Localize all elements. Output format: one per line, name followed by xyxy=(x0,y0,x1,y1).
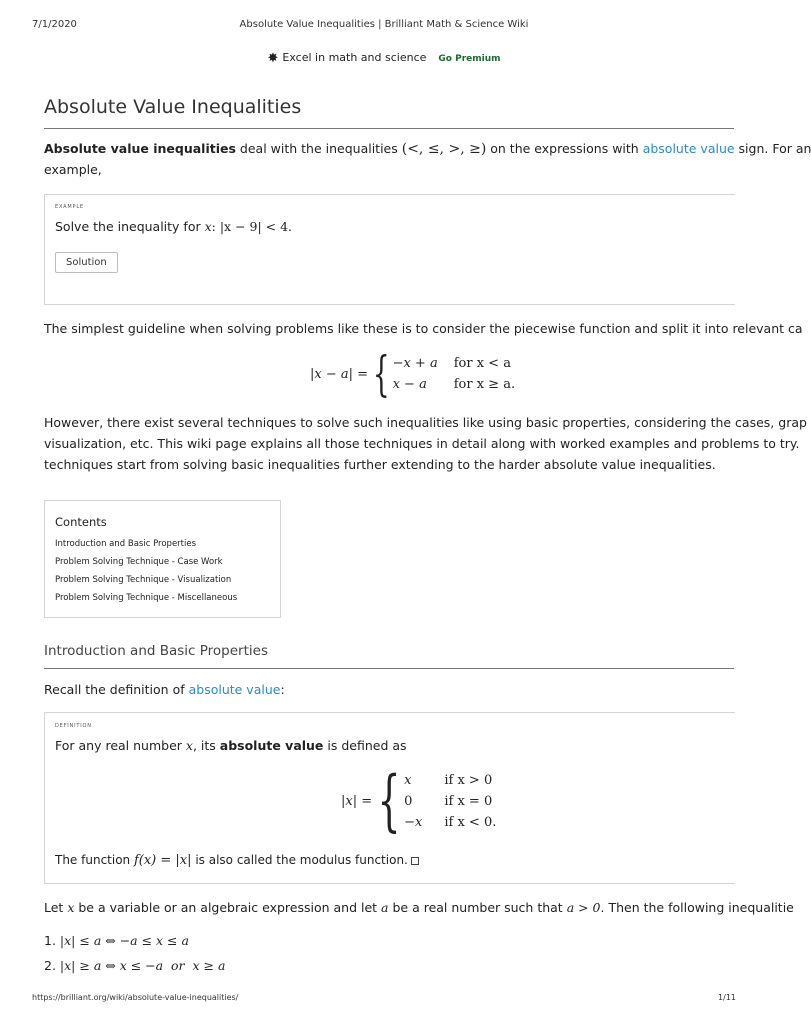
recall-suffix: : xyxy=(280,682,285,697)
absolute-value-link[interactable]: absolute value xyxy=(642,141,735,156)
banner-text: Excel in math and science xyxy=(282,51,427,64)
case-expr: −x + a xyxy=(392,356,438,371)
let-a: a xyxy=(381,900,389,915)
contents-box xyxy=(44,500,281,618)
let-p3: be a real number such that xyxy=(388,900,567,915)
case-cond: if x < 0. xyxy=(444,814,497,830)
property-expr: |x| ≥ a ⇔ x ≤ −a or x ≥ a xyxy=(59,958,226,973)
piecewise-2-case xyxy=(404,812,504,833)
modulus-expr: f(x) = |x| xyxy=(133,853,192,868)
let-p2: be a variable or an algebraic expression and let xyxy=(74,900,382,915)
intro-line-1 xyxy=(44,138,811,160)
property-item-2 xyxy=(44,955,734,976)
example-expr: : |x − 9| < 4. xyxy=(211,219,293,234)
however-line-1: However, there exist several techniques to solve such inequalities like using basic properties, considering the cases, grap xyxy=(44,415,807,430)
intro-bold: Absolute value inequalities xyxy=(44,141,236,156)
definition-bold: absolute value xyxy=(219,738,324,753)
page-title: Absolute Value Inequalities xyxy=(44,96,302,118)
case-expr: x xyxy=(404,772,412,788)
intro-symbols: (<, ≤, >, ≥) xyxy=(401,141,487,157)
piecewise-2-case xyxy=(404,791,504,812)
print-title: Absolute Value Inequalities | Brilliant Math & Science Wiki xyxy=(239,19,529,30)
section-title-introduction: Introduction and Basic Properties xyxy=(44,643,268,659)
modulus-prefix: The function xyxy=(55,853,134,867)
toc-item-visualization[interactable]: Problem Solving Technique - Visualization xyxy=(55,575,232,585)
property-item-1 xyxy=(44,930,734,951)
definition-mid: , its xyxy=(192,738,220,753)
definition-prefix: For any real number xyxy=(55,738,186,753)
definition-var: x xyxy=(185,738,193,753)
intro-text-3: sign. For an xyxy=(734,141,811,156)
print-footer-page: 1/11 xyxy=(718,993,736,1002)
property-number: 1. xyxy=(44,933,56,948)
piecewise-1-cases xyxy=(393,353,524,395)
case-cond: for x < a xyxy=(453,356,511,371)
property-expr: |x| ≤ a ⇔ −a ≤ x ≤ a xyxy=(59,933,189,948)
intro-line-2: example, xyxy=(44,162,102,177)
let-x: x xyxy=(67,900,75,915)
let-p4: . Then the following inequalitie xyxy=(600,900,794,915)
print-footer-url: https://brilliant.org/wiki/absolute-value-inequalities/ xyxy=(32,993,239,1002)
modulus-suffix: is also called the modulus function. xyxy=(191,853,408,867)
case-cond: for x ≥ a. xyxy=(453,377,516,392)
go-premium-link[interactable]: Go Premium xyxy=(438,54,501,64)
modulus-line xyxy=(55,853,419,868)
section-divider xyxy=(44,668,734,669)
left-brace-icon: { xyxy=(377,762,401,839)
let-cond: a > 0 xyxy=(566,900,601,915)
intro-text-2: on the expressions with xyxy=(486,141,643,156)
solution-button[interactable]: Solution xyxy=(55,252,118,273)
brilliant-star-icon: ✸ xyxy=(267,51,279,66)
example-tag: EXAMPLE xyxy=(55,204,84,210)
qed-icon xyxy=(411,857,419,865)
recall-line xyxy=(44,679,734,700)
title-divider xyxy=(44,128,734,129)
however-line-3: techniques start from solving basic inequalities further extending to the harder absolute value inequalities. xyxy=(44,457,716,472)
definition-box xyxy=(44,712,735,884)
property-number: 2. xyxy=(44,958,56,973)
toc-item-case-work[interactable]: Problem Solving Technique - Case Work xyxy=(55,557,223,567)
piecewise-2-cases xyxy=(404,770,504,833)
case-expr: x − a xyxy=(392,377,427,392)
let-p1: Let xyxy=(44,900,68,915)
absolute-value-link-2[interactable]: absolute value xyxy=(188,682,281,697)
case-cond: if x = 0 xyxy=(444,793,493,809)
toc-item-miscellaneous[interactable]: Problem Solving Technique - Miscellaneous xyxy=(55,593,238,603)
guideline-text: The simplest guideline when solving problems like these is to consider the piecewise function and split it into relevant ca xyxy=(44,321,803,336)
case-expr: 0 xyxy=(404,793,413,809)
contents-heading: Contents xyxy=(55,515,107,529)
case-expr: −x xyxy=(404,814,423,830)
piecewise-2-lhs: |x| = xyxy=(341,793,373,809)
piecewise-1-case xyxy=(393,374,524,395)
piecewise-1-case xyxy=(393,353,524,374)
definition-tag: DEFINITION xyxy=(55,723,92,729)
example-box xyxy=(44,194,735,305)
recall-prefix: Recall the definition of xyxy=(44,682,189,697)
piecewise-1-lhs: |x − a| = xyxy=(310,366,369,382)
example-prompt-text: Solve the inequality for xyxy=(55,219,205,234)
left-brace-icon: { xyxy=(372,346,390,402)
case-cond: if x > 0 xyxy=(444,772,493,788)
premium-banner xyxy=(0,50,768,65)
example-prompt xyxy=(55,219,292,234)
let-line xyxy=(44,897,794,918)
example-var: x xyxy=(204,219,212,234)
print-date: 7/1/2020 xyxy=(32,19,77,30)
however-line-2: visualization, etc. This wiki page explains all those techniques in detail along with worked examples and problems to try. xyxy=(44,436,800,451)
piecewise-equation-1 xyxy=(310,346,523,402)
piecewise-2-case xyxy=(404,770,504,791)
definition-suffix: is defined as xyxy=(323,738,407,753)
intro-text-1: deal with the inequalities xyxy=(235,141,402,156)
definition-line xyxy=(55,738,407,753)
toc-item-introduction[interactable]: Introduction and Basic Properties xyxy=(55,539,197,549)
piecewise-equation-2 xyxy=(341,762,504,839)
